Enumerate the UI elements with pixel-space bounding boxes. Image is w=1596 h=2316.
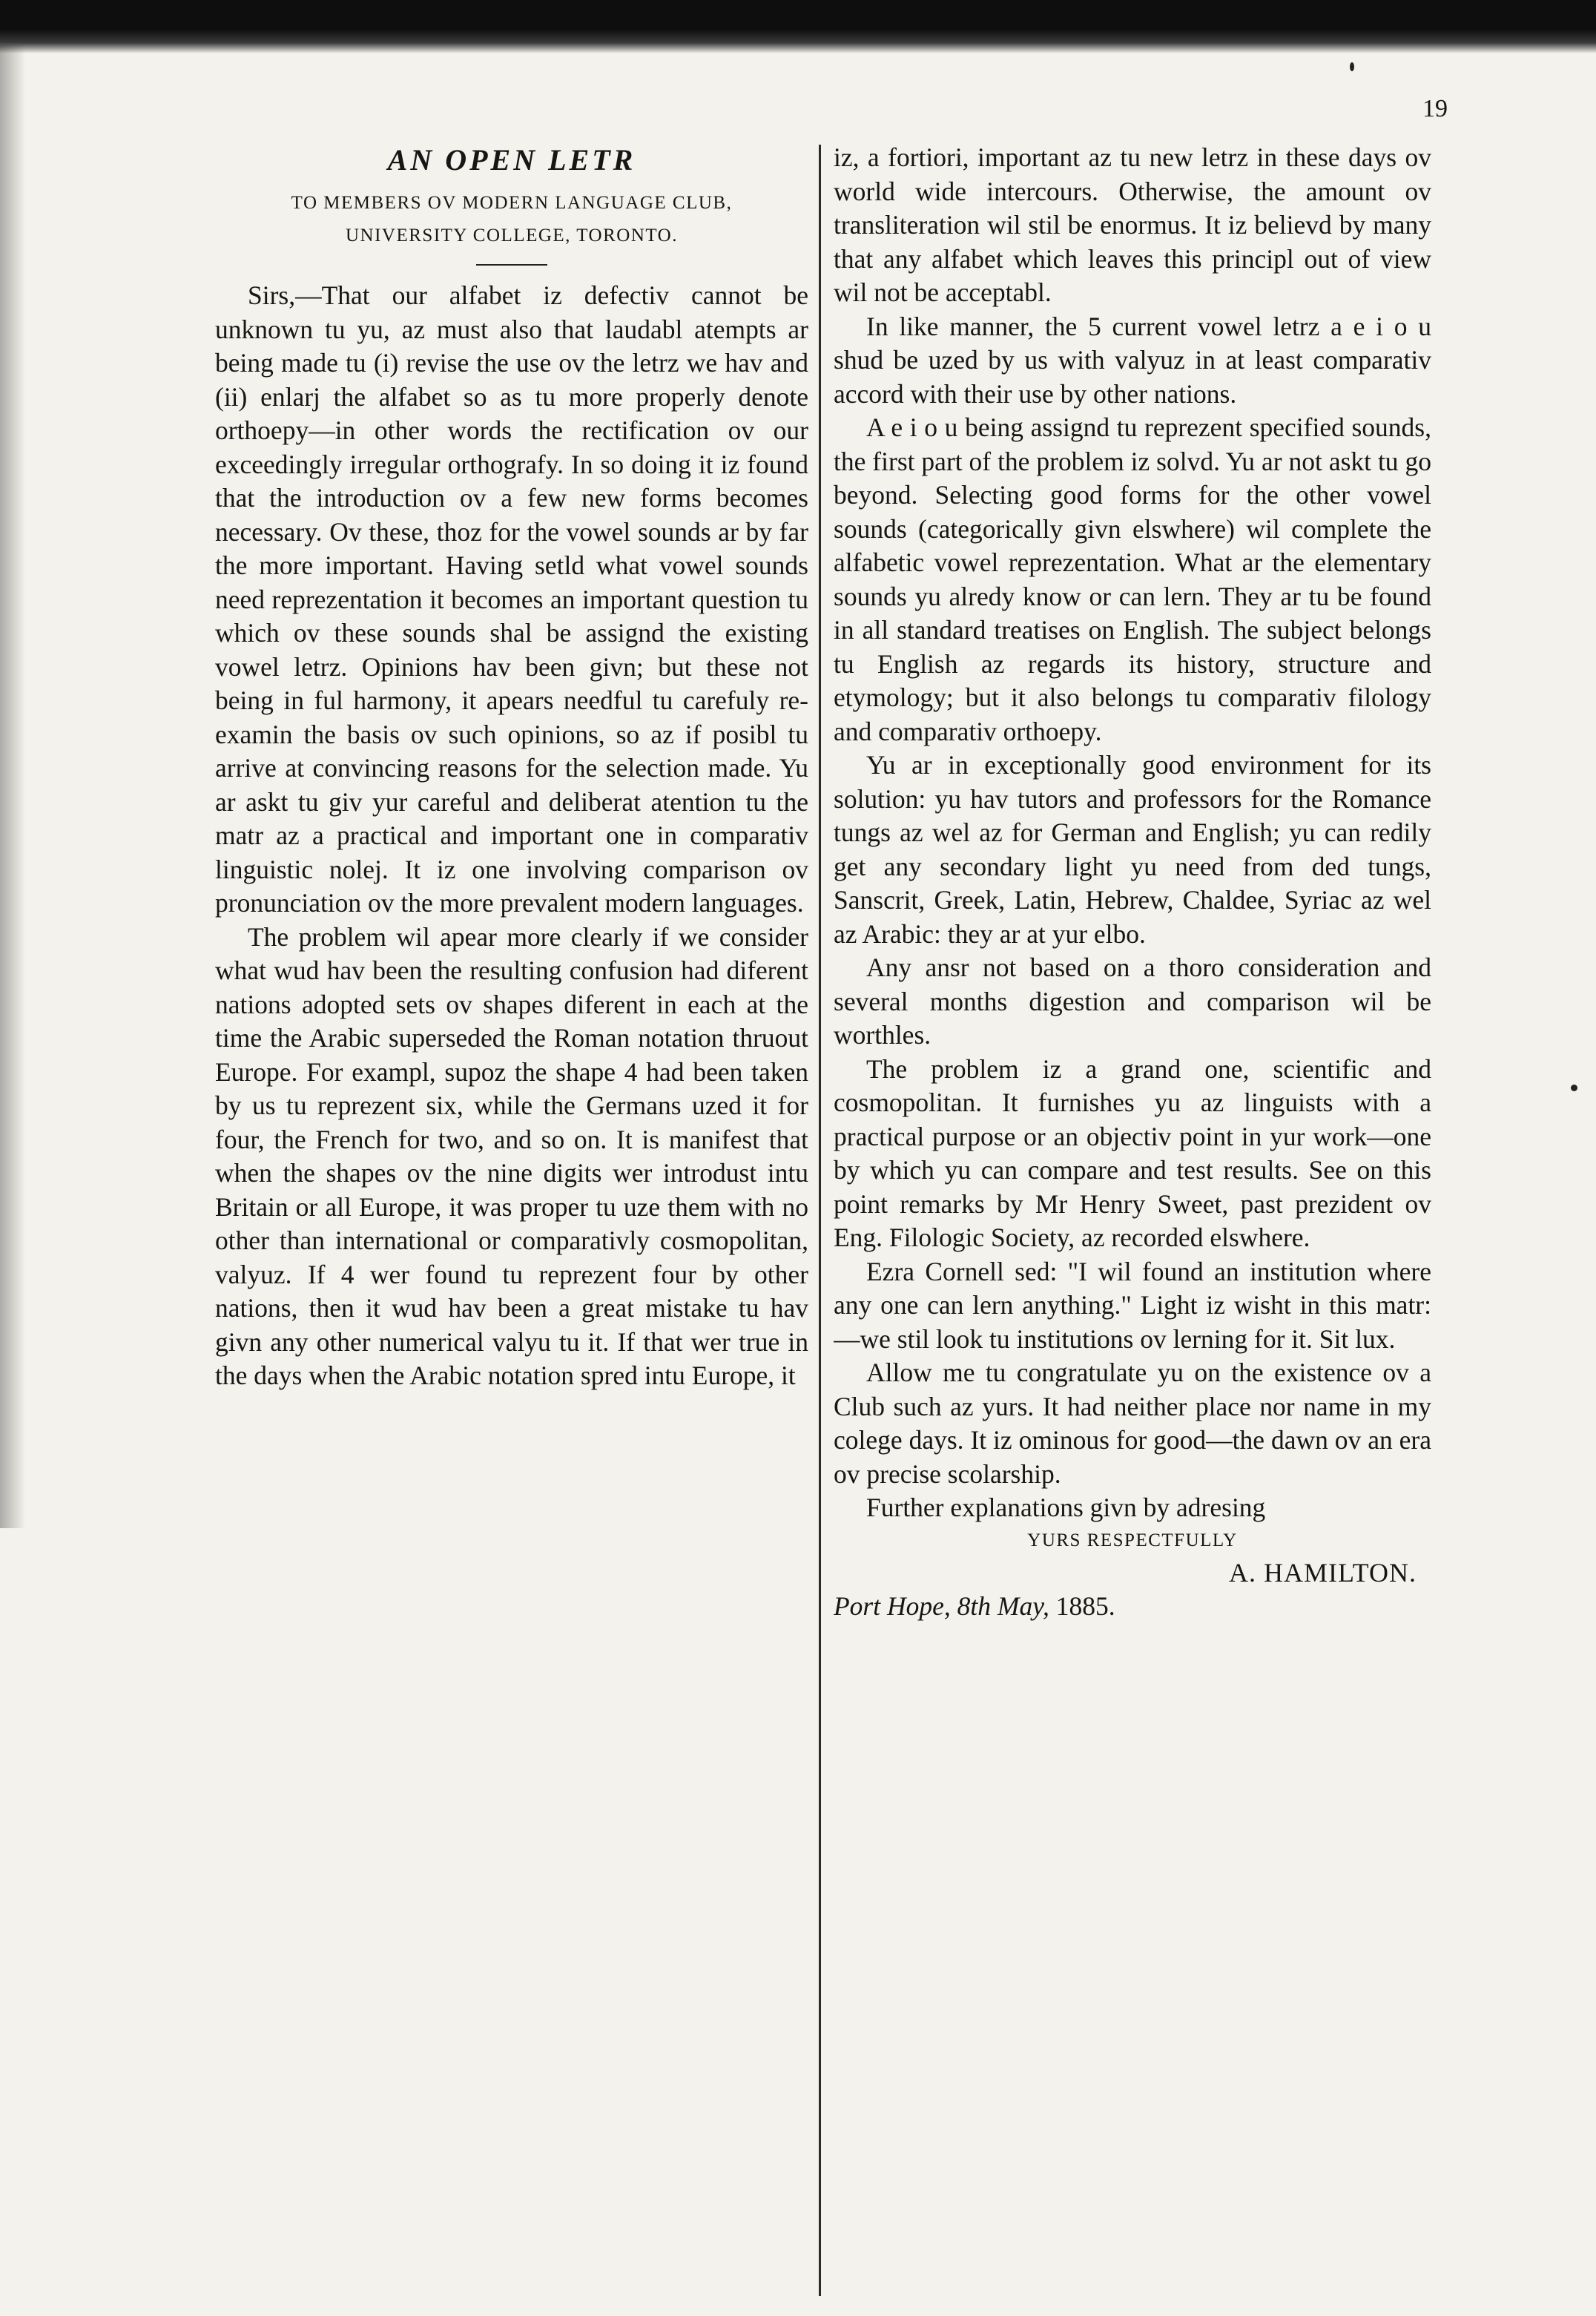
left-paragraph-1: Sirs,—That our alfabet iz defectiv cannot be unknown tu yu, az must also that laudabl atempts ar being made tu (i) revise the use ov the letrz we hav and (ii) enlarj the alfabet so as tu more properly denote orthoepy—in other words the rectification ov our exceedingly irregular orthografy. In so doing it iz found that the introduction ov a few new forms becomes necessary. Ov these, thoz for the vowel sounds ar by far the more important. Having setld what vowel sounds need reprezentation it becomes an important question tu which ov these sounds shal be assignd the existing vowel letrz. Opinions hav been givn; but these not being in ful harmony, it apears needful tu carefuly re-examin the basis ov such opinions, so az if posibl tu arrive at convincing reasons for the selection made. Yu ar askt tu giv yur careful and deliberat atention tu the matr az a practical and important one in comparativ linguistic nolej. It iz one involving comparison ov pronunciation ov the more prevalent modern languages. (215, 280, 808, 918)
letter-address-line-2: UNIVERSITY COLLEGE, TORONTO. (345, 226, 678, 246)
title-rule (476, 264, 547, 266)
left-column (215, 141, 808, 2277)
right-paragraph-7: Ezra Cornell sed: "I wil found an institution where any one can lern anything." Light iz wisht in this matr:—we stil look tu institutions ov lerning for it. Sit lux. (834, 1256, 1431, 1354)
letter-title: AN OPEN LETR (387, 143, 636, 177)
right-paragraph-9: Further explanations givn by adresing (866, 1493, 1266, 1522)
letter-closing: YURS RESPECTFULLY (1027, 1530, 1238, 1550)
scan-left-edge (0, 45, 25, 1528)
scan-speck (1571, 1085, 1577, 1091)
letter-address-line-1: TO MEMBERS OV MODERN LANGUAGE CLUB, (291, 193, 733, 213)
right-paragraph-4: Yu ar in exceptionally good environment for its solution: yu hav tutors and professors for the Romance tungs az wel az for German and English; yu can redily get any secondary light yu need from ded tungs, Sanscrit, Greek, Latin, Hebrew, Chaldee, Syriac az wel az Arabic: they ar at yur elbo. (834, 750, 1431, 949)
dateline-year: 1885. (1055, 1591, 1115, 1621)
dateline-place: Port Hope, 8th May, (834, 1591, 1049, 1621)
letter-dateline (834, 1590, 1431, 1624)
page-number: 19 (1422, 95, 1448, 122)
right-paragraph-2: In like manner, the 5 current vowel letrz a e i o u shud be uzed by us with valyuz in at least comparativ accord with their use by other nations. (834, 311, 1431, 409)
right-paragraph-3: A e i o u being assignd tu reprezent specified sounds, the first part of the problem iz solvd. Yu ar not askt tu go beyond. Selecting good forms for the other vowel sounds (categorically givn elswhere) wil complete the alfabetic vowel reprezentation. What ar the elementary sounds yu alredy know or can lern. They ar tu be found in all standard treatises on English. The subject belongs tu English az regards its history, structure and etymology; but it also belongs tu comparativ filology and comparativ orthoepy. (834, 412, 1431, 746)
scan-top-edge (0, 0, 1596, 53)
right-paragraph-1: iz, a fortiori, important az tu new letrz in these days ov world wide intercours. Otherwise, the amount ov transliteration wil stil be enormus. It iz believd by many that any alfabet which leaves this principl out of view wil not be acceptabl. (834, 142, 1431, 307)
right-paragraph-8: Allow me tu congratulate yu on the existence ov a Club such az yurs. It had neither place nor name in my colege days. It iz ominous for good—the dawn ov an era ov precise scolarship. (834, 1358, 1431, 1489)
scan-speck (1350, 62, 1354, 71)
right-paragraph-5: Any ansr not based on a thoro consideration and several months digestion and comparison wil be worthles. (834, 953, 1431, 1050)
right-column (834, 141, 1431, 2277)
left-paragraph-2: The problem wil apear more clearly if we consider what wud hav been the resulting confusion had diferent nations adopted sets ov shapes diferent in each at the time the Arabic superseded the Roman notation thruout Europe. For exampl, supoz the shape 4 had been taken by us tu reprezent six, while the Germans uzed it for four, the French for two, and so on. It is manifest that when the shapes ov the nine digits wer introdust intu Britain or all Europe, it was proper tu uze them with no other than international or comparativly cosmopolitan, valyuz. If 4 wer found tu reprezent four by other nations, then it wud hav been a great mistake tu hav givn any other numerical valyu tu it. If that wer true in the days when the Arabic notation spred intu Europe, it (215, 921, 808, 1390)
column-divider (819, 145, 821, 2296)
right-paragraph-6: The problem iz a grand one, scientific and cosmopolitan. It furnishes yu az linguists with a practical purpose or an objectiv point in yur work—one by which yu can compare and test results. See on this point remarks by Mr Henry Sweet, past prezident ov Eng. Filologic Society, az recorded elswhere. (834, 1053, 1431, 1252)
letter-signature: A. HAMILTON. (1228, 1557, 1417, 1588)
